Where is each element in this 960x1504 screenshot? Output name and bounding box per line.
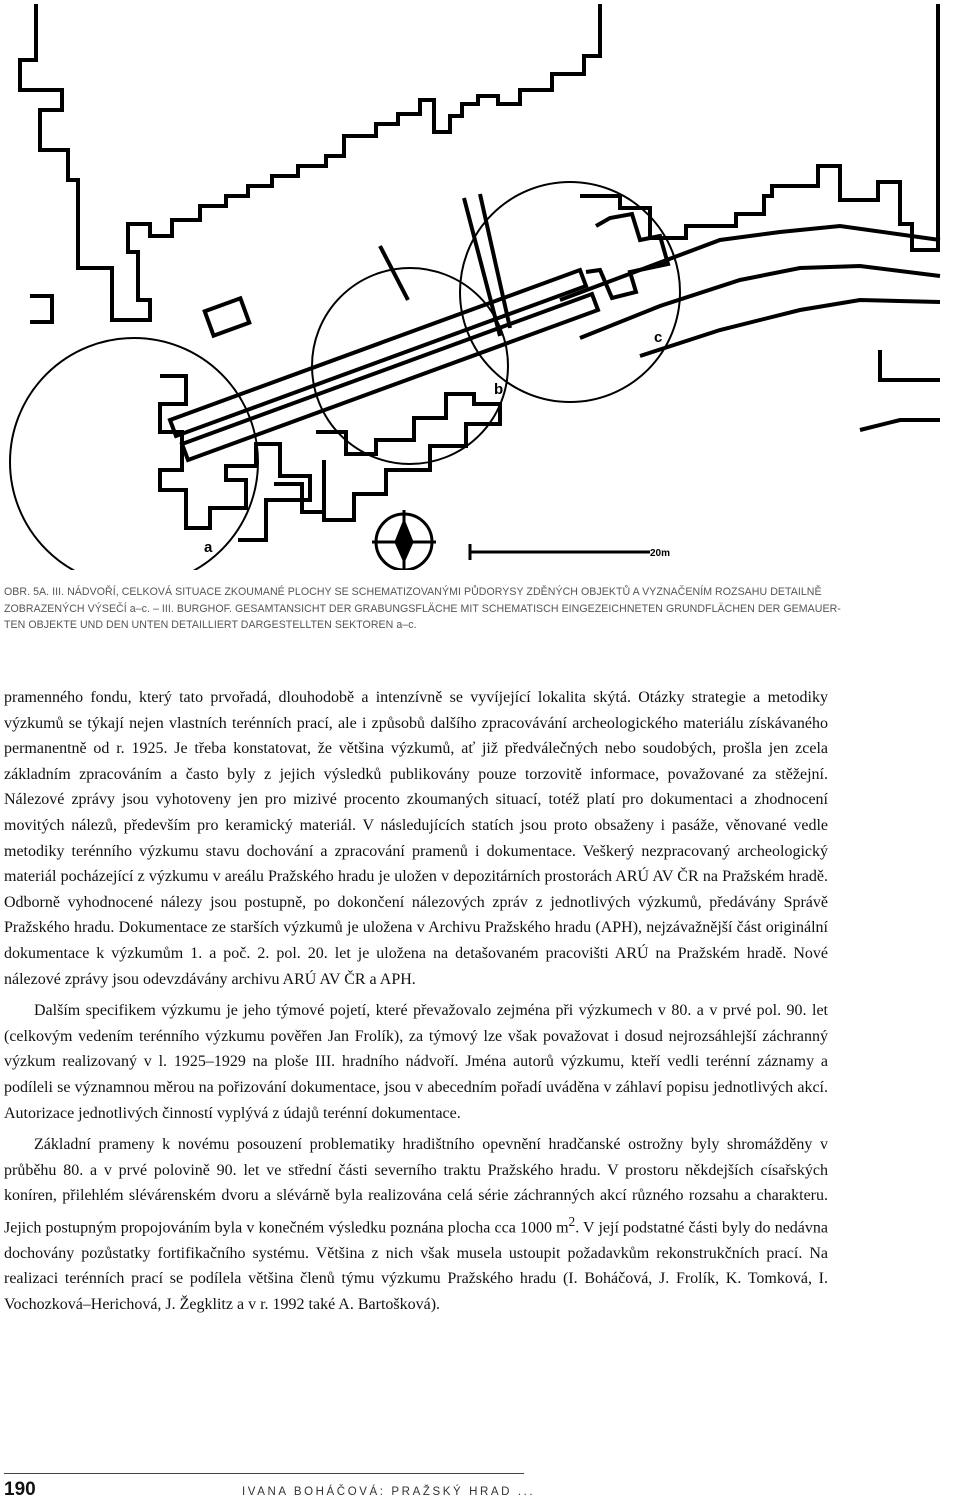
corridor-north-wall — [170, 270, 586, 436]
paragraph — [4, 1132, 828, 1317]
road-lower-edge — [640, 300, 940, 356]
axis-line-3 — [380, 246, 408, 300]
caption-line: ZOBRAZENÝCH VÝSEČÍ a–c. – III. BURGHOF. GESAMTANSICHT DER GRABUNGSFLÄCHE MIT SCHEMATISCH EINGEZEICHNETEN GRUNDFLÄCHEN DER GEMAUER- — [4, 602, 841, 615]
running-head: IVANA BOHÁČOVÁ: PRAŽSKÝ HRAD ... — [242, 1486, 536, 1498]
scale-bar — [470, 544, 650, 560]
excavation-plan-figure — [0, 0, 960, 570]
sector-label-b: b — [494, 381, 504, 398]
axis-line-2 — [480, 194, 510, 328]
sector-circle-a — [10, 338, 258, 570]
sector-circle-b — [312, 268, 508, 464]
structure-left-stub — [30, 296, 52, 322]
sector-label-a: a — [204, 539, 213, 556]
sector-label-c: c — [654, 329, 663, 346]
superscript: 2 — [568, 1213, 576, 1229]
road-north-edge — [560, 226, 940, 300]
paragraph-text: . V její podstatné části byly do nedávna dochovány pozůstatky fortifikačního systému. Většina z nich však musela ustoupit požadavkům rekonstrukčních prací. Na realizaci terénních prací se podílela většina členů týmu výzkumu Pražského hradu (I. Boháčová, J. Frolík, K. Tomková, I. Vochozková–Herichová, J. Žegklitz a v r. 1992 také A. Bartošková). — [4, 1219, 828, 1313]
building-southwest — [160, 376, 310, 540]
wall-southeast — [880, 350, 940, 380]
building-central — [316, 394, 500, 520]
paragraph-text: Základní prameny k novému posouzení problematiky hradištního opevnění hradčanské ostrožny byly shromážděny v průběhu 80. a v prvé polovině 90. let ve střední části severního traktu Pražského hradu. V prostoru někdejších císařských koníren, přilehlém slévárenském dvoru a slévárně byla realizována celá série záchranných akcí různého rozsahu a charakteru. Jejich postupným propojováním byla v konečném výsledku poznána plocha cca 1000 m — [4, 1136, 828, 1237]
building-outline-northwest — [20, 4, 600, 320]
structure-small-1 — [205, 298, 250, 335]
north-arrow-icon — [372, 510, 436, 570]
caption-line: TEN OBJEKTE UND DEN UNTEN DETAILLIERT DARGESTELLTEN SEKTOREN a–c. — [4, 619, 417, 631]
caption-line: OBR. 5A. III. NÁDVOŘÍ, CELKOVÁ SITUACE ZKOUMANÉ PLOCHY SE SCHEMATIZOVANÝMI PŮDORYSY ZDĚNÝCH OBJEKTŮ A VYZNAČENÍM ROZSAHU DETAILNĚ — [4, 586, 822, 598]
footer-rule — [4, 1473, 524, 1474]
scale-label: 20m — [650, 548, 671, 559]
page-number: 190 — [4, 1479, 36, 1500]
paragraph: pramenného fondu, který tato prvořadá, dlouhodobě a intenzívně se vyvíjející lokalita skýtá. Otázky strategie a metodiky výzkumů se týkají nejen vlastních terénních prací, ale i způsobů dalšího zpracovávání archeologického materiálu získávaného permanentně od r. 1925. Je třeba konstatovat, že většina výzkumů, ať již předválečných nebo soudobých, prošla jen zcela základním zpracováním a často byly z jejich výsledků publikovány pouze torzovitě informace, považované za stěžejní. Nálezové zprávy jsou vyhotoveny jen pro mizivé procento zkoumaných situací, totéž platí pro dokumentaci a zhodnocení movitých nálezů, především pro keramický materiál. V následujících statích jsou proto obsaženy i pasáže, věnované vedle metodiky terénního výzkumu stavu dochování a zpracování pramenů i dokumentace. Veškerý nezpracovaný archeologický materiál pocházející z výzkumu v areálu Pražského hradu je uložen v depozitárních prostorách ARÚ AV ČR na Pražském hradě. Odborně vyhodnocené nálezy jsou postupně, po dokončení nálezových zpráv z jednotlivých výzkumů, předávány Správě Pražského hradu. Dokumentace ze starších výzkumů je uložena v Archivu Pražského hradu (APH), nejzávažnější část originální dokumentace k výzkumům 1. a poč. 2. pol. 20. let je uložena na detašovaném pracovišti ARÚ na Pražském hradě. Nové nálezové zprávy jsou odevzdávány archivu ARÚ AV ČR a APH. — [4, 689, 828, 988]
paragraph: Dalším specifikem výzkumu je jeho týmové pojetí, které převažovalo zejména při výzkumech v 80. a v prvé pol. 90. let (celkovým vedením terénního výzkumu pověřen Jan Frolík), za týmový lze však považovat i dosud nejrozsáhlejší záchranný výzkum realizovaný v l. 1925–1929 na ploše III. hradního nádvoří. Jména autorů výzkumu, kteří vedli terénní záznamy a podíleli se významnou měrou na pořizování dokumentace, jsou v abecedním pořadí uváděna v záhlaví popisu jednotlivých akcí. Autorizace jednotlivých činností vyplývá z údajů terénní dokumentace. — [4, 1002, 828, 1122]
wall-southeast-2 — [860, 420, 940, 430]
figure-caption — [4, 584, 956, 634]
article-body — [4, 685, 828, 1318]
corridor-south-wall — [182, 294, 598, 460]
